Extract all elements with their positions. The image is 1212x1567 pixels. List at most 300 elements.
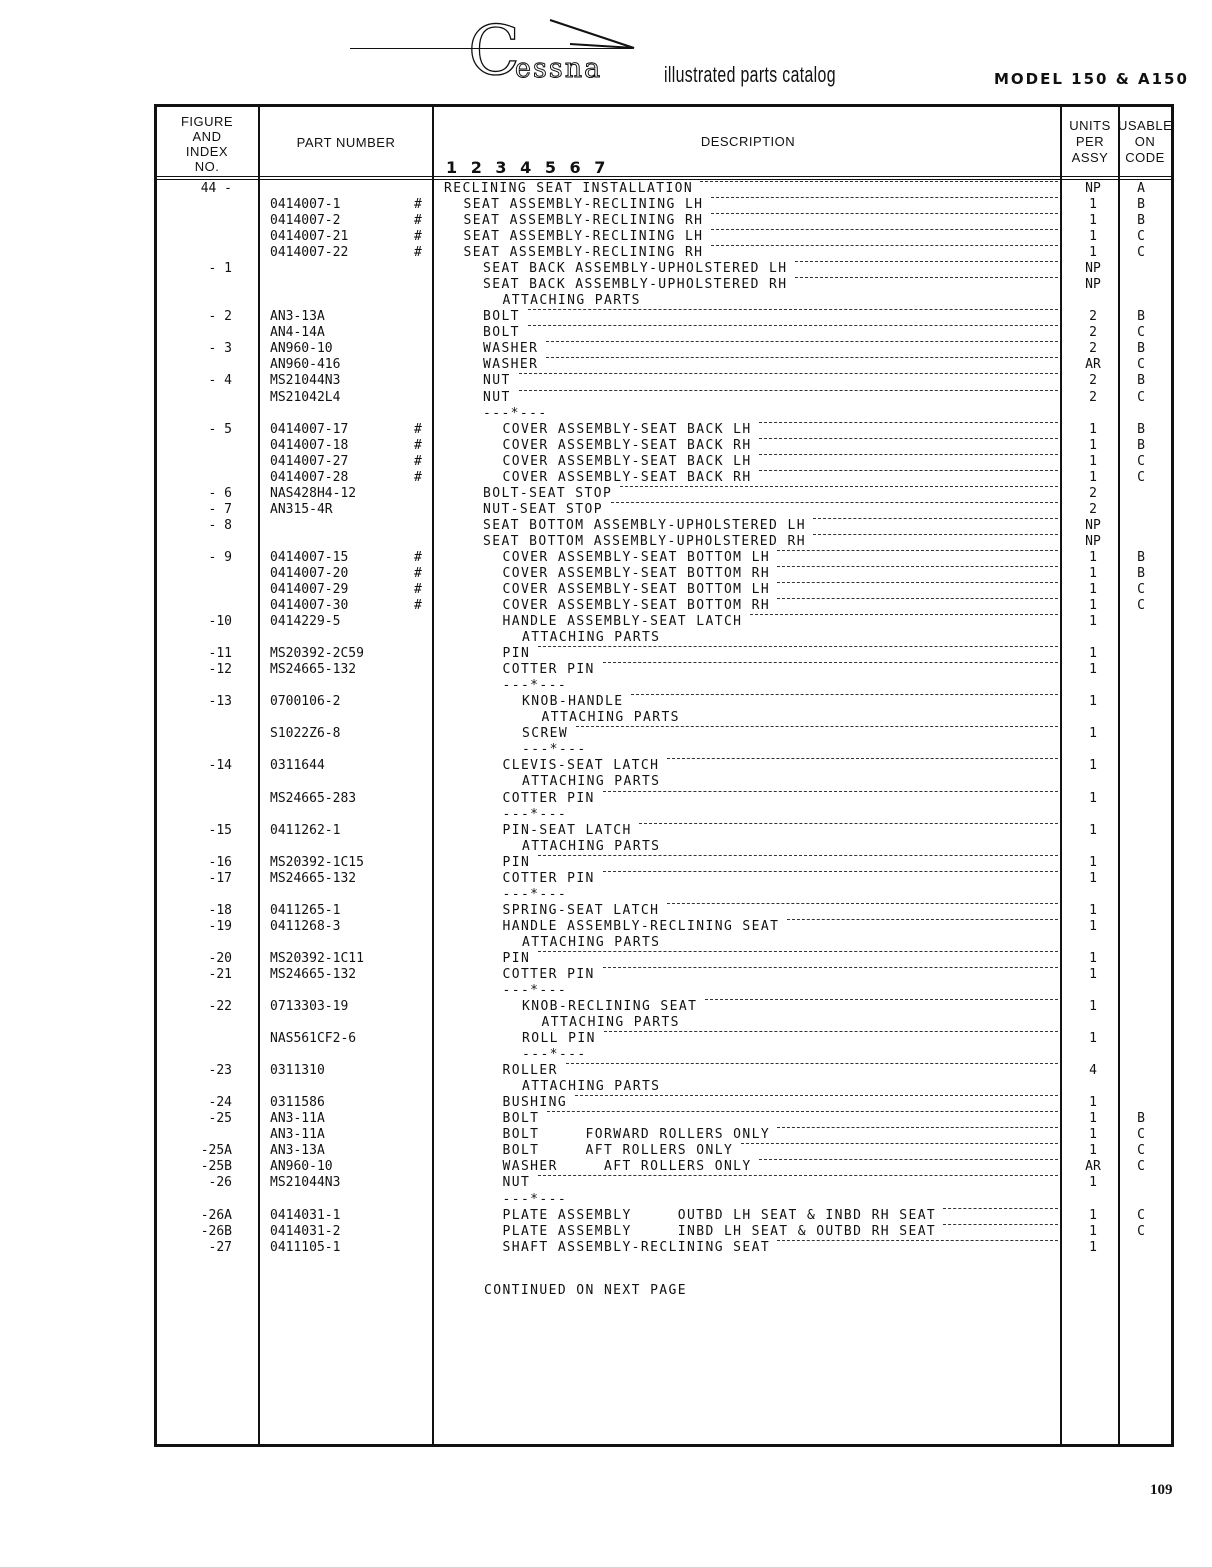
table-row xyxy=(0,871,1212,887)
table-row xyxy=(0,1015,1212,1031)
table-row xyxy=(0,774,1212,790)
units-per-assy: 1 xyxy=(1089,918,1097,934)
units-per-assy: 1 xyxy=(1089,565,1097,581)
leader-line xyxy=(538,1175,1058,1176)
units-per-assy: 1 xyxy=(1089,245,1097,261)
part-description: ATTACHING PARTS xyxy=(522,1079,661,1095)
table-row xyxy=(0,181,1212,197)
units-per-assy: 2 xyxy=(1089,373,1097,389)
part-description: COVER ASSEMBLY-SEAT BOTTOM RH xyxy=(502,598,771,614)
figure-index: -19 xyxy=(208,918,232,934)
part-description: SCREW xyxy=(522,726,569,742)
leader-line xyxy=(759,454,1058,455)
leader-line xyxy=(759,470,1058,471)
usable-on-code: B xyxy=(1137,373,1145,389)
part-number: 0414007-15 xyxy=(270,549,349,565)
figure-index: -25B xyxy=(200,1159,232,1175)
figure-index: - 4 xyxy=(208,373,232,389)
usable-on-code: B xyxy=(1137,197,1145,213)
part-number: MS24665-132 xyxy=(270,662,357,678)
header-part-number: PART NUMBER xyxy=(296,135,396,150)
part-number: NAS561CF2-6 xyxy=(270,1031,357,1047)
usable-on-code: B xyxy=(1137,437,1145,453)
part-description: SPRING-SEAT LATCH xyxy=(502,902,660,918)
usable-on-code: B xyxy=(1137,341,1145,357)
part-description: ATTACHING PARTS xyxy=(522,630,661,646)
table-row xyxy=(0,823,1212,839)
part-number: 0414007-21 xyxy=(270,229,349,245)
part-description: ---*--- xyxy=(522,1047,587,1063)
figure-index: -13 xyxy=(208,694,232,710)
table-row xyxy=(0,1047,1212,1063)
header-figure-index: FIGURE AND INDEX NO. xyxy=(180,114,234,174)
leader-line xyxy=(603,791,1059,792)
units-per-assy: 1 xyxy=(1089,950,1097,966)
part-description: HANDLE ASSEMBLY-RECLINING SEAT xyxy=(502,918,780,934)
part-description: PLATE ASSEMBLY OUTBD LH SEAT & INBD RH SEAT xyxy=(502,1207,937,1223)
table-row xyxy=(0,887,1212,903)
table-row xyxy=(0,197,1212,213)
part-description: PLATE ASSEMBLY INBD LH SEAT & OUTBD RH SEAT xyxy=(502,1223,937,1239)
table-row xyxy=(0,1224,1212,1240)
part-number: 0414007-22 xyxy=(270,245,349,261)
leader-line xyxy=(546,341,1058,342)
table-row xyxy=(0,630,1212,646)
part-number: 0414007-18 xyxy=(270,437,349,453)
part-number: 0414007-2 xyxy=(270,213,341,229)
leader-line xyxy=(741,1143,1059,1144)
part-number: MS24665-283 xyxy=(270,790,357,806)
table-row xyxy=(0,694,1212,710)
part-description: COVER ASSEMBLY-SEAT BOTTOM LH xyxy=(502,582,771,597)
usable-on-code: B xyxy=(1137,565,1145,581)
table-row xyxy=(0,1192,1212,1208)
table-row xyxy=(0,518,1212,534)
part-description: KNOB-HANDLE xyxy=(522,694,624,710)
logo-swoosh-icon xyxy=(510,14,640,54)
table-row xyxy=(0,758,1212,774)
units-per-assy: 1 xyxy=(1089,1175,1097,1191)
table-row xyxy=(0,454,1212,470)
leader-line xyxy=(813,534,1058,535)
table-row xyxy=(0,325,1212,341)
change-mark: # xyxy=(414,598,422,614)
figure-index: - 9 xyxy=(208,549,232,565)
units-per-assy: NP xyxy=(1085,517,1101,533)
figure-index: -17 xyxy=(208,870,232,886)
part-description: COTTER PIN xyxy=(502,790,595,806)
units-per-assy: NP xyxy=(1085,261,1101,277)
figure-index: - 1 xyxy=(208,261,232,277)
usable-on-code: C xyxy=(1137,1207,1145,1223)
change-mark: # xyxy=(414,549,422,565)
leader-line xyxy=(759,422,1058,423)
figure-index: -24 xyxy=(208,1095,232,1111)
part-description: ATTACHING PARTS xyxy=(522,774,661,790)
units-per-assy: 1 xyxy=(1089,726,1097,742)
figure-index: - 7 xyxy=(208,501,232,517)
usable-on-code: C xyxy=(1137,1223,1145,1239)
part-description: SHAFT ASSEMBLY-RECLINING SEAT xyxy=(502,1239,771,1255)
part-number: MS20392-1C11 xyxy=(270,950,364,966)
table-row xyxy=(0,293,1212,309)
part-description: PIN-SEAT LATCH xyxy=(502,822,632,838)
units-per-assy: 1 xyxy=(1089,854,1097,870)
table-row xyxy=(0,422,1212,438)
table-row xyxy=(0,486,1212,502)
leader-line xyxy=(519,390,1058,391)
usable-on-code: C xyxy=(1137,245,1145,261)
part-number: MS21044N3 xyxy=(270,1175,341,1191)
table-row xyxy=(0,983,1212,999)
leader-line xyxy=(528,309,1058,310)
units-per-assy: NP xyxy=(1085,277,1101,293)
table-row xyxy=(0,646,1212,662)
units-per-assy: 1 xyxy=(1089,790,1097,806)
table-row xyxy=(0,919,1212,935)
part-number: 0414031-2 xyxy=(270,1223,341,1239)
leader-line xyxy=(705,999,1058,1000)
leader-line xyxy=(777,582,1058,583)
usable-on-code: C xyxy=(1137,469,1145,485)
figure-index: -18 xyxy=(208,902,232,918)
units-per-assy: 1 xyxy=(1089,469,1097,485)
table-row xyxy=(0,277,1212,293)
table-row xyxy=(0,1208,1212,1224)
part-description: ---*--- xyxy=(502,983,568,998)
part-description: SEAT BOTTOM ASSEMBLY-UPHOLSTERED RH xyxy=(483,533,806,549)
units-per-assy: 1 xyxy=(1089,1223,1097,1239)
part-description: COVER ASSEMBLY-SEAT BACK RH xyxy=(502,437,752,453)
part-description: SEAT ASSEMBLY-RECLINING LH xyxy=(463,197,704,213)
part-number: 0411105-1 xyxy=(270,1239,341,1255)
part-description: CLEVIS-SEAT LATCH xyxy=(502,758,660,774)
units-per-assy: 1 xyxy=(1089,229,1097,245)
figure-index: -20 xyxy=(208,950,232,966)
leader-line xyxy=(943,1208,1058,1209)
part-number: 0311586 xyxy=(270,1095,325,1111)
table-row xyxy=(0,614,1212,630)
figure-index: -27 xyxy=(208,1239,232,1255)
header-units-per-assy: UNITS PER ASSY xyxy=(1069,118,1111,165)
units-per-assy: 1 xyxy=(1089,662,1097,678)
part-number: 0414007-27 xyxy=(270,453,349,469)
leader-line xyxy=(576,726,1058,727)
part-description: NUT xyxy=(483,389,511,405)
table-row xyxy=(0,839,1212,855)
table-row xyxy=(0,1159,1212,1175)
table-row xyxy=(0,406,1212,422)
figure-index: -14 xyxy=(208,758,232,774)
part-number: MS21044N3 xyxy=(270,373,341,389)
figure-index: -25A xyxy=(200,1143,232,1159)
leader-line xyxy=(639,823,1058,824)
leader-line xyxy=(528,325,1058,326)
part-number: MS20392-1C15 xyxy=(270,854,364,870)
figure-index: - 2 xyxy=(208,309,232,325)
leader-line xyxy=(711,229,1058,230)
part-description: COVER ASSEMBLY-SEAT BACK LH xyxy=(502,421,752,437)
part-number: MS24665-132 xyxy=(270,870,357,886)
table-row xyxy=(0,1095,1212,1111)
logo-wordmark: essna xyxy=(515,53,603,84)
table-row xyxy=(0,566,1212,582)
part-description: BOLT xyxy=(502,1111,540,1127)
table-row xyxy=(0,229,1212,245)
usable-on-code: C xyxy=(1137,453,1145,469)
usable-on-code: B xyxy=(1137,421,1145,437)
table-row xyxy=(0,742,1212,758)
leader-line xyxy=(943,1224,1058,1225)
leader-line xyxy=(603,871,1059,872)
part-description: COTTER PIN xyxy=(502,870,595,886)
table-row xyxy=(0,678,1212,694)
part-number: 0411265-1 xyxy=(270,902,341,918)
leader-line xyxy=(566,1063,1058,1064)
table-row xyxy=(0,598,1212,614)
usable-on-code: C xyxy=(1137,1159,1145,1175)
units-per-assy: 2 xyxy=(1089,309,1097,325)
leader-line xyxy=(777,566,1058,567)
catalog-title: illustrated parts catalog xyxy=(664,62,836,87)
part-number: 0411268-3 xyxy=(270,918,341,934)
part-description: ATTACHING PARTS xyxy=(502,293,641,309)
leader-line xyxy=(538,646,1058,647)
part-description: RECLINING SEAT INSTALLATION xyxy=(444,181,694,196)
units-per-assy: NP xyxy=(1085,533,1101,549)
units-per-assy: 1 xyxy=(1089,1031,1097,1047)
part-description: ---*--- xyxy=(502,1191,568,1207)
part-description: COTTER PIN xyxy=(502,966,595,982)
header-description: DESCRIPTION xyxy=(700,134,796,149)
part-number: 0411262-1 xyxy=(270,822,341,838)
leader-line xyxy=(787,919,1059,920)
part-number: 0414031-1 xyxy=(270,1207,341,1223)
units-per-assy: 1 xyxy=(1089,966,1097,982)
units-per-assy: 1 xyxy=(1089,758,1097,774)
units-per-assy: 1 xyxy=(1089,999,1097,1015)
part-number: 0414007-17 xyxy=(270,421,349,437)
cessna-logo xyxy=(350,14,650,94)
part-number: 0414007-1 xyxy=(270,197,341,213)
part-number: S1022Z6-8 xyxy=(270,726,341,742)
units-per-assy: 2 xyxy=(1089,341,1097,357)
units-per-assy: 1 xyxy=(1089,582,1097,597)
usable-on-code: C xyxy=(1137,229,1145,245)
figure-index: -26A xyxy=(200,1207,232,1223)
indent-scale: 1 2 3 4 5 6 7 xyxy=(446,158,610,177)
part-number: AN3-11A xyxy=(270,1127,325,1143)
figure-index: -16 xyxy=(208,854,232,870)
part-description: ---*--- xyxy=(502,678,568,694)
units-per-assy: 1 xyxy=(1089,1111,1097,1127)
table-row xyxy=(0,245,1212,261)
change-mark: # xyxy=(414,245,422,261)
units-per-assy: 2 xyxy=(1089,325,1097,341)
part-description: COVER ASSEMBLY-SEAT BACK RH xyxy=(502,469,752,485)
change-mark: # xyxy=(414,453,422,469)
leader-line xyxy=(546,357,1058,358)
units-per-assy: 2 xyxy=(1089,485,1097,501)
table-row xyxy=(0,935,1212,951)
part-number: AN3-13A xyxy=(270,309,325,325)
table-row xyxy=(0,1111,1212,1127)
change-mark: # xyxy=(414,229,422,245)
figure-index: - 6 xyxy=(208,485,232,501)
header-rule xyxy=(154,176,1174,180)
table-row xyxy=(0,710,1212,726)
part-number: 0414007-28 xyxy=(270,469,349,485)
part-number: AN4-14A xyxy=(270,325,325,341)
part-number: 0713303-19 xyxy=(270,999,349,1015)
part-number: MS24665-132 xyxy=(270,966,357,982)
part-description: SEAT ASSEMBLY-RECLINING LH xyxy=(463,229,704,245)
leader-line xyxy=(777,1240,1058,1241)
part-description: BOLT xyxy=(483,309,520,325)
leader-line xyxy=(700,181,1058,182)
part-description: HANDLE ASSEMBLY-SEAT LATCH xyxy=(502,614,743,630)
table-row xyxy=(0,357,1212,373)
part-number: 0700106-2 xyxy=(270,694,341,710)
table-row xyxy=(0,791,1212,807)
leader-line xyxy=(620,486,1058,487)
figure-index: -11 xyxy=(208,646,232,662)
leader-line xyxy=(538,951,1058,952)
table-row xyxy=(0,1079,1212,1095)
figure-index: - 3 xyxy=(208,341,232,357)
figure-index: -22 xyxy=(208,999,232,1015)
usable-on-code: C xyxy=(1137,1143,1145,1159)
model-title: MODEL 150 & A150 xyxy=(994,70,1189,88)
figure-index: - 8 xyxy=(208,517,232,533)
units-per-assy: 1 xyxy=(1089,197,1097,213)
figure-index: -15 xyxy=(208,822,232,838)
part-description: COVER ASSEMBLY-SEAT BACK LH xyxy=(502,453,752,469)
part-description: KNOB-RECLINING SEAT xyxy=(522,999,698,1015)
table-row xyxy=(0,999,1212,1015)
change-mark: # xyxy=(414,437,422,453)
table-row xyxy=(0,438,1212,454)
units-per-assy: 1 xyxy=(1089,646,1097,662)
units-per-assy: 1 xyxy=(1089,598,1097,614)
leader-line xyxy=(795,261,1058,262)
part-description: PIN xyxy=(502,854,531,870)
leader-line xyxy=(631,694,1058,695)
leader-line xyxy=(711,197,1058,198)
units-per-assy: 1 xyxy=(1089,437,1097,453)
part-number: AN960-10 xyxy=(270,341,333,357)
usable-on-code: C xyxy=(1137,1127,1145,1143)
table-row xyxy=(0,1175,1212,1191)
table-row xyxy=(0,1143,1212,1159)
usable-on-code: B xyxy=(1137,549,1145,565)
leader-line xyxy=(519,373,1058,374)
units-per-assy: 1 xyxy=(1089,902,1097,918)
table-row xyxy=(0,309,1212,325)
change-mark: # xyxy=(414,565,422,581)
units-per-assy: 1 xyxy=(1089,822,1097,838)
part-description: WASHER AFT ROLLERS ONLY xyxy=(502,1159,752,1175)
part-number: AN960-416 xyxy=(270,357,341,373)
units-per-assy: 1 xyxy=(1089,549,1097,565)
table-row xyxy=(0,373,1212,389)
part-number: 0414007-20 xyxy=(270,565,349,581)
leader-line xyxy=(795,277,1058,278)
part-description: BOLT xyxy=(483,325,520,341)
table-row xyxy=(0,662,1212,678)
units-per-assy: AR xyxy=(1085,1159,1101,1175)
part-number: 0311644 xyxy=(270,758,325,774)
leader-line xyxy=(711,213,1058,214)
leader-line xyxy=(611,502,1058,503)
leader-line xyxy=(667,758,1058,759)
part-number: NAS428H4-12 xyxy=(270,485,357,501)
part-description: BUSHING xyxy=(502,1095,568,1111)
units-per-assy: 1 xyxy=(1089,213,1097,229)
part-number: 0414229-5 xyxy=(270,614,341,630)
table-row xyxy=(0,726,1212,742)
leader-line xyxy=(750,614,1058,615)
part-description: ---*--- xyxy=(502,806,568,822)
figure-index: -10 xyxy=(208,614,232,630)
units-per-assy: 1 xyxy=(1089,421,1097,437)
usable-on-code: A xyxy=(1137,181,1145,196)
table-row xyxy=(0,1031,1212,1047)
part-description: ROLLER xyxy=(502,1063,558,1079)
part-description: NUT xyxy=(502,1175,531,1191)
part-description: ATTACHING PARTS xyxy=(522,934,661,950)
part-description: BOLT FORWARD ROLLERS ONLY xyxy=(502,1127,771,1143)
part-description: PIN xyxy=(502,950,531,966)
leader-line xyxy=(813,518,1058,519)
part-number: AN3-11A xyxy=(270,1111,325,1127)
part-number: 0311310 xyxy=(270,1063,325,1079)
part-number: MS21042L4 xyxy=(270,389,341,405)
table-row xyxy=(0,807,1212,823)
continued-note: CONTINUED ON NEXT PAGE xyxy=(484,1283,687,1298)
units-per-assy: 1 xyxy=(1089,1095,1097,1111)
part-description: BOLT AFT ROLLERS ONLY xyxy=(502,1143,734,1159)
part-description: BOLT-SEAT STOP xyxy=(483,485,613,501)
usable-on-code: C xyxy=(1137,582,1145,597)
part-number: AN3-13A xyxy=(270,1143,325,1159)
table-row xyxy=(0,903,1212,919)
logo-initial: C xyxy=(468,12,521,91)
part-number: AN960-10 xyxy=(270,1159,333,1175)
units-per-assy: NP xyxy=(1085,181,1101,196)
part-description: WASHER xyxy=(483,341,539,357)
part-description: SEAT BOTTOM ASSEMBLY-UPHOLSTERED LH xyxy=(483,517,806,533)
part-number: MS20392-2C59 xyxy=(270,646,364,662)
part-description: ROLL PIN xyxy=(522,1031,596,1047)
usable-on-code: C xyxy=(1137,357,1145,373)
table-row xyxy=(0,261,1212,277)
leader-line xyxy=(777,1127,1058,1128)
table-row xyxy=(0,502,1212,518)
part-description: COVER ASSEMBLY-SEAT BOTTOM LH xyxy=(502,549,771,565)
figure-index: - 5 xyxy=(208,421,232,437)
leader-line xyxy=(667,903,1058,904)
table-row xyxy=(0,390,1212,406)
change-mark: # xyxy=(414,213,422,229)
table-row xyxy=(0,1063,1212,1079)
usable-on-code: B xyxy=(1137,1111,1145,1127)
figure-index: -21 xyxy=(208,966,232,982)
part-description: ---*--- xyxy=(483,405,548,421)
units-per-assy: AR xyxy=(1085,357,1101,373)
table-row xyxy=(0,855,1212,871)
table-row xyxy=(0,951,1212,967)
